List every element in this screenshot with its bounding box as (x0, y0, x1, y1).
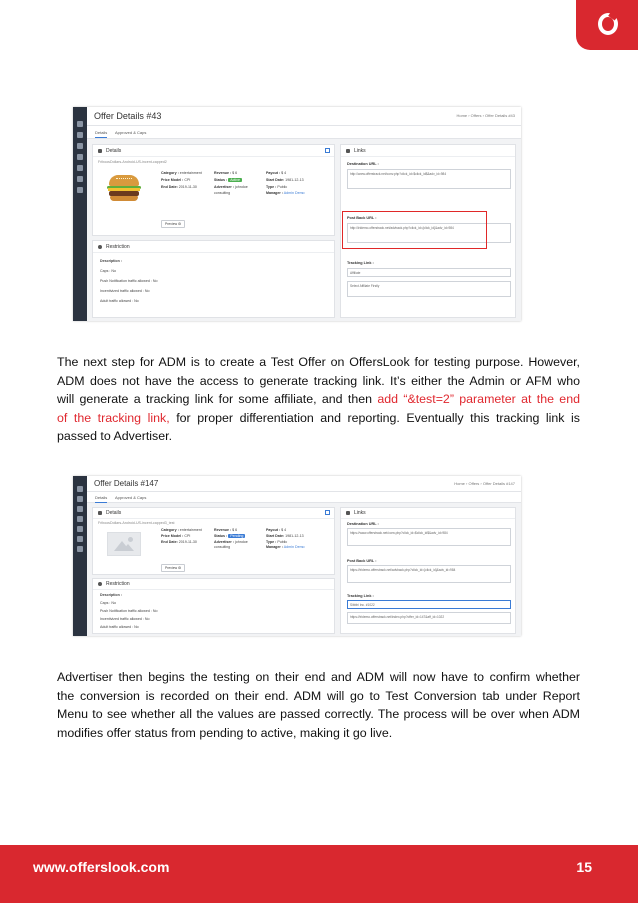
postback-url-field[interactable]: http://iridemo.offerstrack.net/advback.php?click_id={click_id}&adv_id=984 (347, 223, 511, 243)
breadcrumb: Home › Offers › Offer Details #147 (454, 481, 515, 486)
destination-url-field[interactable]: https://www.offerstrack.net/conv.php?click_id=$click_id$&adv_id=984 (347, 528, 511, 546)
affiliate-icon (77, 165, 83, 171)
page-footer (0, 845, 638, 903)
postback-url-field[interactable]: https://iridemo.offerstrack.net/advback.php?click_id={click_id}&adv_id=984 (347, 565, 511, 583)
affiliate-icon (77, 526, 83, 532)
settings-icon (77, 176, 83, 182)
details-header: Details (106, 510, 122, 516)
offer-name: FriboosDollars-Android-US-incent-capped2 (98, 160, 167, 164)
details-icon (98, 511, 102, 515)
tab-bar (87, 126, 521, 139)
links-panel: Links Destination URL : https://www.offerstrack.net/conv.php?click_id=$click_id$&adv_id=984 Post Back URL : https://iridemo.offerstrack.net/advback.php?click_id={click_id}&adv_id=984 Tracking Link : Sibbhi Inc. #1022 https://iridemo.offerstrack.net/index.php?offer_id=147&aff_id=1022 (340, 507, 516, 634)
restriction-header: Restriction (106, 581, 130, 587)
page-header (87, 476, 521, 492)
tab-bar (87, 492, 521, 503)
destination-url-field[interactable]: http://www.offerstrack.net/conv.php?click_id=$click_id$&adv_id=984 (347, 169, 511, 189)
settings-icon (77, 536, 83, 542)
affiliate-select[interactable]: Sibbhi Inc. #1022 (347, 600, 511, 609)
details-panel: Details FriboosDollars-Android-US-incent-capped2 Category : entertainment Price Model : CPI End Date: 2019-11-30 Revenue : $ 6 Status : Active Advertiser : johndoe consulting Payout : $ 4 Start Date: 1981-12-13 Type : Public Manager : Admin Demo Preview ⚙ (92, 144, 335, 236)
tab-approved-caps[interactable]: Approved & Caps (115, 495, 147, 500)
offer-details-screenshot-1 (73, 107, 521, 321)
offer-name: FriboosDollars-Android-US-incent-capped3_test (98, 521, 175, 525)
highlight-box (342, 211, 487, 249)
links-header: Links (354, 148, 366, 154)
restriction-header: Restriction (106, 244, 130, 250)
paragraph-1: The next step for ADM is to create a Test Offer on OffersLook for testing purpose. However, ADM does not have the access to generate tracking link. It’s either the Admin or AFM who will generate a tracking link for some affiliate, and then add “&test=2” parameter at the end of the tracking link, for proper differentiation and reporting. Eventually this tracking link is passed to Advertiser. (57, 355, 580, 443)
highlighted-instruction: add “&test=2” parameter at the end (377, 392, 580, 406)
home-icon (77, 121, 83, 127)
edit-icon[interactable] (325, 510, 330, 515)
links-panel: Links Destination URL : http://www.offerstrack.net/conv.php?click_id=$click_id$&adv_id=984 Post Back URL : http://iridemo.offerstrack.net/advback.php?click_id={click_id}&adv_id=984 Tracking Link : Affiliate Select Affiliate Firstly (340, 144, 516, 318)
user-icon (77, 154, 83, 160)
links-header: Links (354, 510, 366, 516)
list-icon (77, 546, 83, 552)
offer-details-screenshot-2 (73, 476, 521, 636)
user-icon (77, 516, 83, 522)
info-icon (98, 245, 102, 249)
offerslook-logo-icon (576, 0, 638, 50)
tab-details[interactable]: Details (95, 495, 108, 500)
website-url: www.offerslook.com (33, 859, 170, 875)
info-icon (98, 582, 102, 586)
page-title: Offer Details #43 (94, 111, 162, 121)
page-header (87, 107, 521, 126)
breadcrumb: Home › Offers › Offer Details #43 (456, 113, 515, 118)
edit-icon[interactable] (325, 148, 330, 153)
image-placeholder-icon (107, 532, 141, 556)
preview-button[interactable]: Preview ⚙ (161, 220, 185, 228)
restriction-panel: Restriction Description : Caps : No Push Notification traffic allowed : No Incentivized traffic allowed : No Adult traffic allowed : No (92, 240, 335, 318)
users-icon (77, 143, 83, 149)
dashboard-icon (77, 132, 83, 138)
status-badge: Active (230, 178, 240, 182)
home-icon (77, 486, 83, 492)
list-icon (77, 187, 83, 193)
sidebar (73, 476, 87, 636)
burger-thumbnail (107, 175, 141, 202)
tab-details[interactable]: Details (95, 130, 108, 135)
affiliate-select[interactable]: Affiliate (347, 268, 511, 277)
tracking-link-field[interactable]: https://iridemo.offerstrack.net/index.php?offer_id=147&aff_id=1022 (347, 612, 511, 624)
link-icon (346, 511, 350, 515)
dashboard-icon (77, 496, 83, 502)
restriction-panel: Restriction Description : Caps : No Push Notification traffic allowed : No Incentivized traffic allowed : No Adult traffic allowed : No (92, 578, 335, 634)
details-icon (98, 149, 102, 153)
sidebar (73, 107, 87, 321)
details-header: Details (106, 148, 122, 154)
tab-approved-caps[interactable]: Approved & Caps (115, 130, 147, 135)
details-panel: Details FriboosDollars-Android-US-incent-capped3_test Category : entertainment Price Model : CPI End Date: 2019-11-30 Revenue : $ 6 Status : Pending Advertiser : johndoe consulting Payout : $ 4 Start Date: 1981-12-13 Type : Public Manager : Admin Demo Preview ⚙ (92, 507, 335, 575)
preview-button[interactable]: Preview ⚙ (161, 564, 185, 572)
paragraph-2: Advertiser then begins the testing on their end and ADM will now have to confirm whether the conversion is recorded on their end. ADM will go to Test Conversion tab under Report Menu to see whether all the values are passed correctly. The process will be over when ADM modifies offer status from pending to active, making it go live. (57, 670, 580, 740)
link-icon (346, 149, 350, 153)
tracking-link-field[interactable]: Select Affiliate Firstly (347, 281, 511, 297)
page-number: 15 (576, 859, 592, 875)
status-badge: Pending (230, 534, 244, 538)
users-icon (77, 506, 83, 512)
page-title: Offer Details #147 (94, 479, 159, 488)
